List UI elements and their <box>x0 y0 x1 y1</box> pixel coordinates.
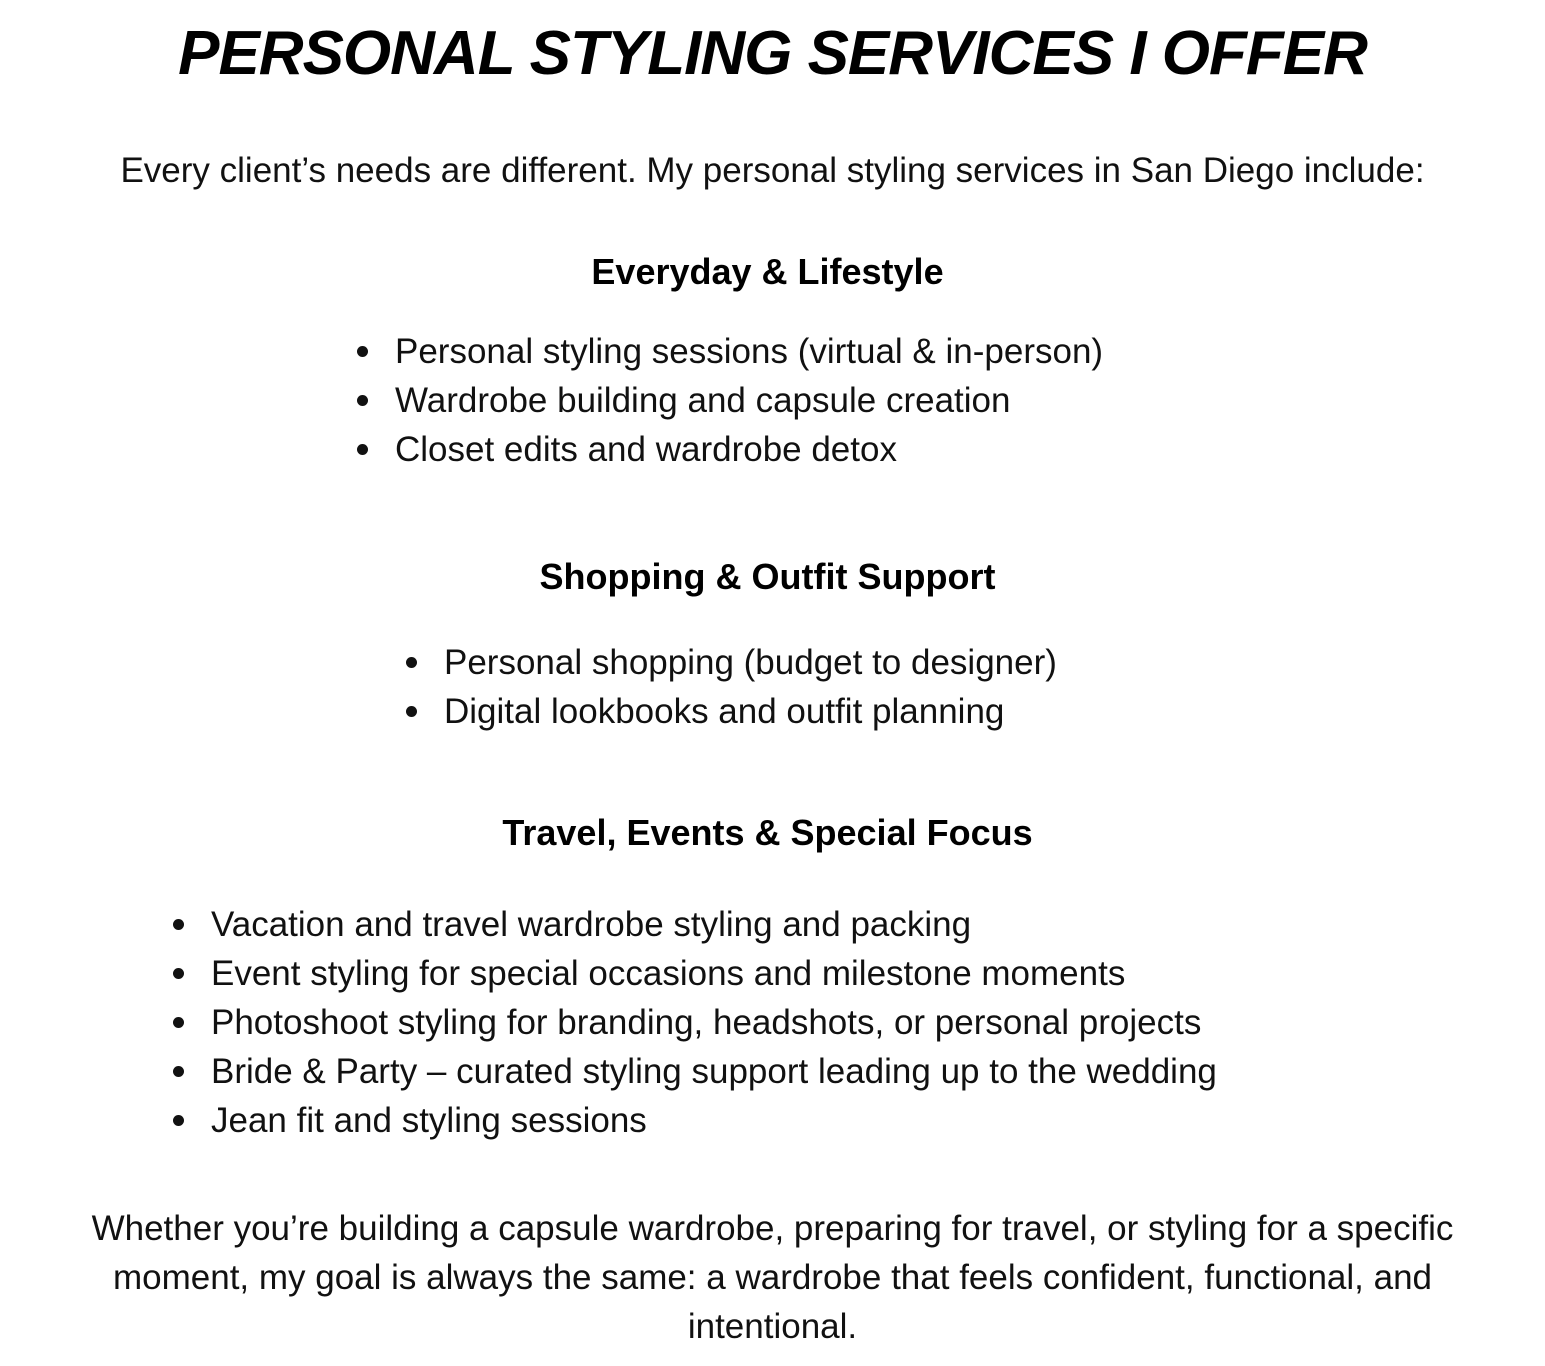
services-list-everyday-lifestyle <box>357 327 1103 474</box>
bullet-icon <box>357 444 368 455</box>
list-item-text: Personal shopping (budget to designer) <box>444 643 1057 682</box>
list-item-text: Vacation and travel wardrobe styling and packing <box>211 905 972 944</box>
list-item <box>406 638 1057 687</box>
list-item <box>173 949 1217 998</box>
list-item-text: Photoshoot styling for branding, headshots, or personal projects <box>211 1003 1202 1042</box>
bullet-icon <box>173 968 184 979</box>
list-item <box>173 900 1217 949</box>
closing-paragraph: Whether you’re building a capsule wardrobe, preparing for travel, or styling for a specific moment, my goal is always the same: a wardrobe that feels confident, functional, and intentional. <box>91 1209 1454 1346</box>
bullet-icon <box>173 919 184 930</box>
bullet-icon <box>357 346 368 357</box>
bullet-icon <box>173 1017 184 1028</box>
list-item <box>357 327 1103 376</box>
bullet-icon <box>173 1115 184 1126</box>
bullet-icon <box>173 1066 184 1077</box>
list-item <box>357 376 1103 425</box>
services-list-travel-events-special-focus <box>173 900 1217 1145</box>
list-item-text: Personal styling sessions (virtual & in-person) <box>395 332 1104 371</box>
bullet-icon <box>406 657 417 668</box>
list-item <box>173 1096 1217 1145</box>
list-item-text: Digital lookbooks and outfit planning <box>444 692 1005 731</box>
list-item-text: Bride & Party – curated styling support leading up to the wedding <box>211 1052 1217 1091</box>
page-title: PERSONAL STYLING SERVICES I OFFER <box>178 19 1367 88</box>
bullet-icon <box>357 395 368 406</box>
list-item-text: Closet edits and wardrobe detox <box>395 430 897 469</box>
list-item <box>173 1047 1217 1096</box>
section-heading-shopping-outfit-support: Shopping & Outfit Support <box>539 556 996 597</box>
list-item-text: Event styling for special occasions and milestone moments <box>211 954 1126 993</box>
bullet-icon <box>406 706 417 717</box>
services-list-shopping-outfit-support <box>406 638 1057 736</box>
list-item <box>406 687 1057 736</box>
list-item <box>357 425 1103 474</box>
list-item-text: Jean fit and styling sessions <box>211 1101 647 1140</box>
list-item <box>173 998 1217 1047</box>
intro-text: Every client’s needs are different. My personal styling services in San Diego include: <box>120 151 1425 190</box>
list-item-text: Wardrobe building and capsule creation <box>395 381 1011 420</box>
section-heading-everyday-lifestyle: Everyday & Lifestyle <box>591 251 944 292</box>
section-heading-travel-events-special-focus: Travel, Events & Special Focus <box>502 812 1033 853</box>
